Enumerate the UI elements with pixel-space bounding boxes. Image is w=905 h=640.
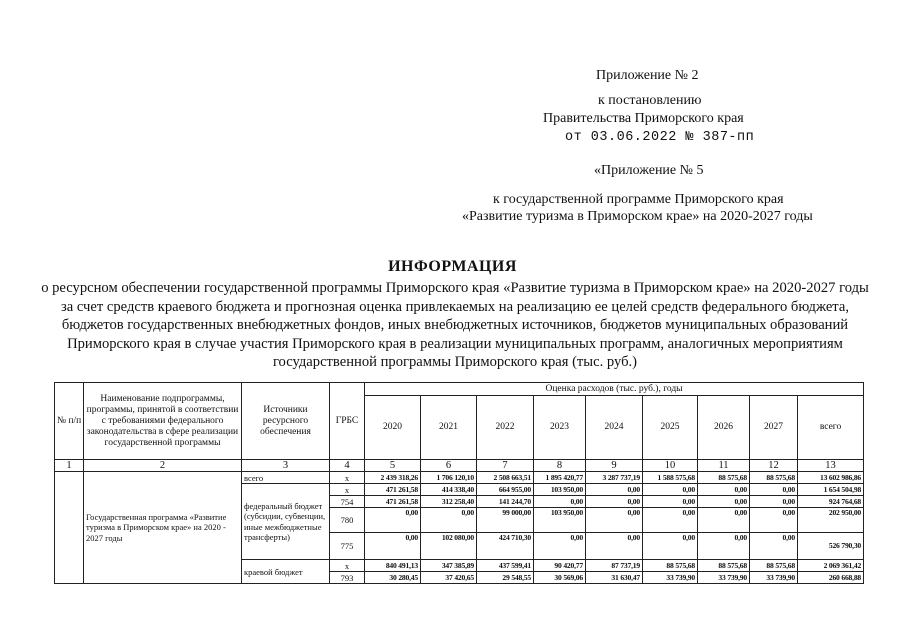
- value-cell: 0,00: [750, 533, 798, 560]
- grbs-cell: 775: [330, 533, 365, 560]
- grbs-cell: 754: [330, 496, 365, 508]
- index-cell: 1: [55, 460, 84, 472]
- value-cell: 0,00: [698, 508, 750, 533]
- grbs-cell: х: [330, 484, 365, 496]
- value-cell: 0,00: [534, 496, 586, 508]
- value-cell: 202 950,00: [798, 508, 864, 533]
- to-resolution-label: к постановлению: [598, 93, 702, 108]
- value-cell: 347 385,89: [421, 560, 477, 572]
- value-cell: 0,00: [698, 496, 750, 508]
- program-name-cell: Государственная программа «Развитие туризма в Приморском крае» на 2020 - 2027 годы: [84, 472, 242, 584]
- value-cell: 87 737,19: [586, 560, 643, 572]
- resource-table: [54, 382, 864, 584]
- value-cell: 3 287 737,19: [586, 472, 643, 484]
- appendix-label: Приложение № 2: [596, 68, 699, 83]
- value-cell: 2 508 663,51: [477, 472, 534, 484]
- value-cell: 88 575,68: [750, 560, 798, 572]
- value-cell: 664 955,00: [477, 484, 534, 496]
- value-cell: 0,00: [586, 508, 643, 533]
- value-cell: 840 491,13: [365, 560, 421, 572]
- value-cell: 437 599,41: [477, 560, 534, 572]
- value-cell: 0,00: [643, 496, 698, 508]
- value-cell: 424 710,30: [477, 533, 534, 560]
- value-cell: 0,00: [750, 496, 798, 508]
- index-cell: 9: [586, 460, 643, 472]
- value-cell: 33 739,90: [698, 572, 750, 584]
- value-cell: 29 548,55: [477, 572, 534, 584]
- index-cell: 6: [421, 460, 477, 472]
- value-cell: 102 080,00: [421, 533, 477, 560]
- value-cell: 33 739,90: [643, 572, 698, 584]
- value-cell: 0,00: [534, 533, 586, 560]
- value-cell: 526 790,30: [798, 533, 864, 560]
- value-cell: 0,00: [698, 484, 750, 496]
- col-header-number: № п/п: [55, 383, 84, 460]
- value-cell: 90 420,77: [534, 560, 586, 572]
- source-federal-cell: федеральный бюджет (субсидии, субвенции, иные межбюджетные трансферты): [242, 484, 330, 560]
- appendix5-label: «Приложение № 5: [594, 163, 704, 178]
- col-header-name: Наименование подпрограммы, программы, принятой в соответствии с требованиями федерального законодательства в сфере реализации государственной программы: [84, 383, 242, 460]
- value-cell: 13 602 986,86: [798, 472, 864, 484]
- value-cell: 141 244,70: [477, 496, 534, 508]
- value-cell: 414 338,40: [421, 484, 477, 496]
- col-header-grbs: ГРБС: [330, 383, 365, 460]
- value-cell: 2 069 361,42: [798, 560, 864, 572]
- grbs-cell: 780: [330, 508, 365, 533]
- value-cell: 0,00: [586, 484, 643, 496]
- value-cell: 33 739,90: [750, 572, 798, 584]
- value-cell: 0,00: [365, 533, 421, 560]
- value-cell: 312 258,40: [421, 496, 477, 508]
- year-header: 2022: [477, 396, 534, 460]
- value-cell: 1 895 420,77: [534, 472, 586, 484]
- col-header-estimate: Оценка расходов (тыс. руб.), годы: [365, 383, 864, 396]
- value-cell: 103 950,00: [534, 484, 586, 496]
- document-title: ИНФОРМАЦИЯ: [388, 258, 517, 275]
- index-cell: 10: [643, 460, 698, 472]
- value-cell: 88 575,68: [750, 472, 798, 484]
- value-cell: 30 569,06: [534, 572, 586, 584]
- index-cell: 8: [534, 460, 586, 472]
- program-name-label: «Развитие туризма в Приморском крае» на 2020-2027 годы: [462, 209, 813, 224]
- value-cell: 0,00: [643, 508, 698, 533]
- source-regional-cell: краевой бюджет: [242, 560, 330, 584]
- index-cell: 7: [477, 460, 534, 472]
- year-header: всего: [798, 396, 864, 460]
- source-total-cell: всего: [242, 472, 330, 484]
- value-cell: 1 588 575,68: [643, 472, 698, 484]
- grbs-cell: 793: [330, 572, 365, 584]
- value-cell: 37 420,65: [421, 572, 477, 584]
- col-header-sources: Источники ресурсного обеспечения: [242, 383, 330, 460]
- value-cell: 0,00: [421, 508, 477, 533]
- value-cell: 2 439 318,26: [365, 472, 421, 484]
- year-header: 2024: [586, 396, 643, 460]
- year-header: 2021: [421, 396, 477, 460]
- value-cell: 30 280,45: [365, 572, 421, 584]
- value-cell: 471 261,58: [365, 496, 421, 508]
- value-cell: 471 261,58: [365, 484, 421, 496]
- value-cell: 260 668,88: [798, 572, 864, 584]
- value-cell: 0,00: [643, 484, 698, 496]
- value-cell: 0,00: [698, 533, 750, 560]
- index-cell: 12: [750, 460, 798, 472]
- government-label: Правительства Приморского края: [543, 111, 744, 126]
- year-header: 2023: [534, 396, 586, 460]
- value-cell: 99 000,00: [477, 508, 534, 533]
- to-program-label: к государственной программе Приморского края: [493, 192, 784, 207]
- resolution-date-number: от 03.06.2022 № 387-пп: [565, 130, 755, 145]
- year-header: 2026: [698, 396, 750, 460]
- value-cell: 0,00: [750, 484, 798, 496]
- value-cell: 1 654 504,98: [798, 484, 864, 496]
- index-cell: 3: [242, 460, 330, 472]
- value-cell: 103 950,00: [534, 508, 586, 533]
- year-header: 2025: [643, 396, 698, 460]
- index-cell: 4: [330, 460, 365, 472]
- value-cell: 0,00: [586, 533, 643, 560]
- index-cell: 2: [84, 460, 242, 472]
- year-header: 2027: [750, 396, 798, 460]
- value-cell: 924 764,68: [798, 496, 864, 508]
- value-cell: 1 706 120,10: [421, 472, 477, 484]
- document-subtitle: о ресурсном обеспечении государственной программы Приморского края «Развитие туризма в Приморском крае» на 2020-2027 годы за счет средств краевого бюджета и прогнозная оценка привлекаемых на реализацию ее целей средств федерального бюджета, бюджетов государственных внебюджетных фондов, иных внебюджетных источников, бюджетов муниципальных образований Приморского края в случае участия Приморского края в реализации муниципальных программ, аналогичных мероприятиям государственной программы Приморского края (тыс. руб.): [41, 280, 869, 371]
- index-cell: 13: [798, 460, 864, 472]
- value-cell: 31 630,47: [586, 572, 643, 584]
- value-cell: 0,00: [365, 508, 421, 533]
- index-cell: 11: [698, 460, 750, 472]
- year-header: 2020: [365, 396, 421, 460]
- value-cell: 0,00: [643, 533, 698, 560]
- row-number-cell: [55, 472, 84, 584]
- value-cell: 0,00: [750, 508, 798, 533]
- grbs-cell: х: [330, 472, 365, 484]
- value-cell: 88 575,68: [698, 472, 750, 484]
- index-cell: 5: [365, 460, 421, 472]
- value-cell: 88 575,68: [698, 560, 750, 572]
- value-cell: 0,00: [586, 496, 643, 508]
- grbs-cell: х: [330, 560, 365, 572]
- value-cell: 88 575,68: [643, 560, 698, 572]
